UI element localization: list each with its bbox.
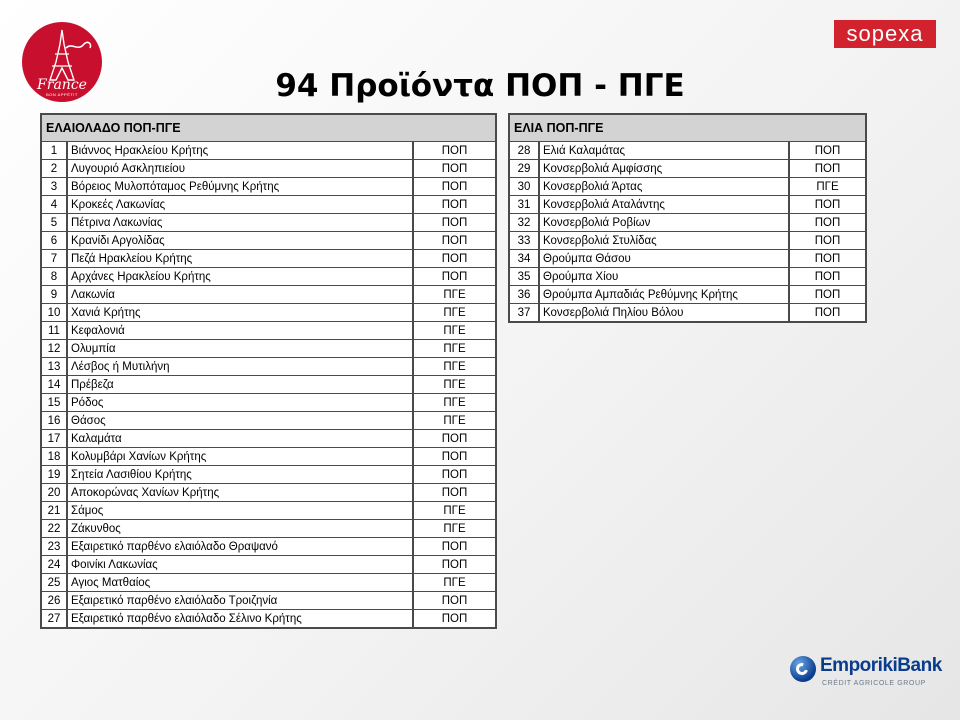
table-row xyxy=(41,142,496,160)
table-row xyxy=(41,178,496,196)
row-number: 13 xyxy=(41,358,67,376)
row-number: 35 xyxy=(509,268,539,286)
designation-status: ΠΟΠ xyxy=(413,448,496,466)
designation-status: ΠΟΠ xyxy=(413,538,496,556)
product-name: Κρανίδι Αργολίδας xyxy=(67,232,413,250)
row-number: 1 xyxy=(41,142,67,160)
row-number: 27 xyxy=(41,610,67,629)
row-number: 29 xyxy=(509,160,539,178)
designation-status: ΠΓΕ xyxy=(413,376,496,394)
designation-status: ΠΟΠ xyxy=(413,556,496,574)
row-number: 23 xyxy=(41,538,67,556)
table-row xyxy=(41,358,496,376)
product-name: Κροκεές Λακωνίας xyxy=(67,196,413,214)
row-number: 22 xyxy=(41,520,67,538)
designation-status: ΠΟΠ xyxy=(789,304,866,323)
olives-header: ΕΛΙΑ ΠΟΠ-ΠΓΕ xyxy=(509,114,866,142)
product-name: Φοινίκι Λακωνίας xyxy=(67,556,413,574)
product-name: Βόρειος Μυλοπόταμος Ρεθύμνης Κρήτης xyxy=(67,178,413,196)
olives-rows xyxy=(509,142,866,323)
designation-status: ΠΓΕ xyxy=(413,502,496,520)
table-row xyxy=(41,466,496,484)
product-name: Χανιά Κρήτης xyxy=(67,304,413,322)
row-number: 14 xyxy=(41,376,67,394)
table-row xyxy=(509,214,866,232)
olive-oil-rows xyxy=(41,142,496,629)
row-number: 21 xyxy=(41,502,67,520)
product-name: Εξαιρετικό παρθένο ελαιόλαδο Σέλινο Κρήτης xyxy=(67,610,413,629)
product-name: Κονσερβολιά Στυλίδας xyxy=(539,232,789,250)
table-row xyxy=(41,520,496,538)
row-number: 16 xyxy=(41,412,67,430)
product-name: Κονσερβολιά Αμφίσσης xyxy=(539,160,789,178)
product-name: Ελιά Καλαμάτας xyxy=(539,142,789,160)
table-row xyxy=(41,250,496,268)
emporiki-bank-logo xyxy=(790,655,940,695)
row-number: 30 xyxy=(509,178,539,196)
table-row xyxy=(41,196,496,214)
designation-status: ΠΟΠ xyxy=(413,466,496,484)
table-row xyxy=(509,178,866,196)
row-number: 5 xyxy=(41,214,67,232)
row-number: 36 xyxy=(509,286,539,304)
table-row xyxy=(41,574,496,592)
row-number: 6 xyxy=(41,232,67,250)
table-row xyxy=(509,304,866,323)
designation-status: ΠΟΠ xyxy=(789,250,866,268)
designation-status: ΠΟΠ xyxy=(413,214,496,232)
product-name: Ζάκυνθος xyxy=(67,520,413,538)
designation-status: ΠΓΕ xyxy=(413,412,496,430)
designation-status: ΠΓΕ xyxy=(413,322,496,340)
row-number: 20 xyxy=(41,484,67,502)
product-name: Ρόδος xyxy=(67,394,413,412)
row-number: 2 xyxy=(41,160,67,178)
product-name: Πρέβεζα xyxy=(67,376,413,394)
designation-status: ΠΓΕ xyxy=(413,340,496,358)
row-number: 28 xyxy=(509,142,539,160)
designation-status: ΠΟΠ xyxy=(413,178,496,196)
table-row xyxy=(41,304,496,322)
designation-status: ΠΓΕ xyxy=(789,178,866,196)
product-name: Κονσερβολιά Άρτας xyxy=(539,178,789,196)
designation-status: ΠΓΕ xyxy=(413,286,496,304)
designation-status: ΠΓΕ xyxy=(413,394,496,412)
row-number: 11 xyxy=(41,322,67,340)
table-row xyxy=(509,160,866,178)
row-number: 25 xyxy=(41,574,67,592)
row-number: 33 xyxy=(509,232,539,250)
designation-status: ΠΟΠ xyxy=(413,232,496,250)
product-name: Εξαιρετικό παρθένο ελαιόλαδο Τροιζηνία xyxy=(67,592,413,610)
table-row xyxy=(41,502,496,520)
table-row xyxy=(41,376,496,394)
designation-status: ΠΟΠ xyxy=(789,160,866,178)
table-row xyxy=(41,394,496,412)
designation-status: ΠΟΠ xyxy=(789,232,866,250)
row-number: 37 xyxy=(509,304,539,323)
row-number: 9 xyxy=(41,286,67,304)
table-row xyxy=(41,322,496,340)
product-name: Εξαιρετικό παρθένο ελαιόλαδο Θραψανό xyxy=(67,538,413,556)
table-row xyxy=(509,196,866,214)
france-logo-tagline: BON APPÉTIT xyxy=(46,92,78,97)
designation-status: ΠΟΠ xyxy=(413,196,496,214)
table-row xyxy=(41,268,496,286)
product-name: Καλαμάτα xyxy=(67,430,413,448)
product-name: Κονσερβολιά Ροβίων xyxy=(539,214,789,232)
product-name: Λέσβος ή Μυτιλήνη xyxy=(67,358,413,376)
page-title: 94 Προϊόντα ΠΟΠ - ΠΓΕ xyxy=(275,68,685,104)
product-name: Αγιος Ματθαίος xyxy=(67,574,413,592)
table-row xyxy=(41,412,496,430)
emporiki-logo-subtitle: CRÉDIT AGRICOLE GROUP xyxy=(822,680,926,687)
product-name: Θάσος xyxy=(67,412,413,430)
designation-status: ΠΟΠ xyxy=(789,142,866,160)
table-row xyxy=(41,160,496,178)
row-number: 8 xyxy=(41,268,67,286)
row-number: 17 xyxy=(41,430,67,448)
olives-table xyxy=(508,113,867,323)
product-name: Λυγουριό Ασκληπιείου xyxy=(67,160,413,178)
product-name: Κολυμβάρι Χανίων Κρήτης xyxy=(67,448,413,466)
product-name: Πεζά Ηρακλείου Κρήτης xyxy=(67,250,413,268)
table-row xyxy=(41,286,496,304)
designation-status: ΠΟΠ xyxy=(413,430,496,448)
designation-status: ΠΟΠ xyxy=(413,592,496,610)
product-name: Ολυμπία xyxy=(67,340,413,358)
product-name: Λακωνία xyxy=(67,286,413,304)
row-number: 4 xyxy=(41,196,67,214)
designation-status: ΠΟΠ xyxy=(789,196,866,214)
row-number: 15 xyxy=(41,394,67,412)
table-row xyxy=(509,232,866,250)
table-row xyxy=(509,268,866,286)
table-row xyxy=(509,286,866,304)
designation-status: ΠΟΠ xyxy=(413,160,496,178)
table-row xyxy=(41,340,496,358)
row-number: 7 xyxy=(41,250,67,268)
designation-status: ΠΟΠ xyxy=(413,268,496,286)
row-number: 3 xyxy=(41,178,67,196)
designation-status: ΠΟΠ xyxy=(413,610,496,629)
table-row xyxy=(41,430,496,448)
table-row xyxy=(41,592,496,610)
emporiki-logo-name: EmporikiBank xyxy=(820,655,942,676)
table-row xyxy=(41,214,496,232)
row-number: 12 xyxy=(41,340,67,358)
olives-header-row xyxy=(509,114,866,142)
designation-status: ΠΟΠ xyxy=(413,484,496,502)
row-number: 18 xyxy=(41,448,67,466)
product-name: Αποκορώνας Χανίων Κρήτης xyxy=(67,484,413,502)
row-number: 34 xyxy=(509,250,539,268)
product-name: Βιάννος Ηρακλείου Κρήτης xyxy=(67,142,413,160)
row-number: 24 xyxy=(41,556,67,574)
designation-status: ΠΟΠ xyxy=(789,214,866,232)
product-name: Κονσερβολιά Αταλάντης xyxy=(539,196,789,214)
designation-status: ΠΟΠ xyxy=(789,286,866,304)
product-name: Πέτρινα Λακωνίας xyxy=(67,214,413,232)
designation-status: ΠΟΠ xyxy=(413,142,496,160)
row-number: 10 xyxy=(41,304,67,322)
table-row xyxy=(41,448,496,466)
olive-oil-header-row xyxy=(41,114,496,142)
product-name: Σητεία Λασιθίου Κρήτης xyxy=(67,466,413,484)
emporiki-globe-icon xyxy=(790,656,816,682)
product-name: Κονσερβολιά Πηλίου Βόλου xyxy=(539,304,789,323)
france-logo-word: France xyxy=(37,77,87,93)
sopexa-logo: sopexa xyxy=(834,20,936,48)
table-row xyxy=(41,232,496,250)
product-name: Αρχάνες Ηρακλείου Κρήτης xyxy=(67,268,413,286)
row-number: 32 xyxy=(509,214,539,232)
table-row xyxy=(41,556,496,574)
table-row xyxy=(41,484,496,502)
olive-oil-header: ΕΛΑΙΟΛΑΔΟ ΠΟΠ-ΠΓΕ xyxy=(41,114,496,142)
olive-oil-table xyxy=(40,113,497,629)
product-name: Σάμος xyxy=(67,502,413,520)
row-number: 31 xyxy=(509,196,539,214)
table-row xyxy=(41,610,496,629)
table-row xyxy=(509,142,866,160)
row-number: 19 xyxy=(41,466,67,484)
designation-status: ΠΓΕ xyxy=(413,358,496,376)
table-row xyxy=(509,250,866,268)
designation-status: ΠΟΠ xyxy=(789,268,866,286)
product-name: Θρούμπα Αμπαδιάς Ρεθύμνης Κρήτης xyxy=(539,286,789,304)
product-name: Θρούμπα Χίου xyxy=(539,268,789,286)
designation-status: ΠΟΠ xyxy=(413,250,496,268)
designation-status: ΠΓΕ xyxy=(413,574,496,592)
product-name: Θρούμπα Θάσου xyxy=(539,250,789,268)
product-name: Κεφαλονιά xyxy=(67,322,413,340)
row-number: 26 xyxy=(41,592,67,610)
designation-status: ΠΓΕ xyxy=(413,304,496,322)
table-row xyxy=(41,538,496,556)
designation-status: ΠΓΕ xyxy=(413,520,496,538)
